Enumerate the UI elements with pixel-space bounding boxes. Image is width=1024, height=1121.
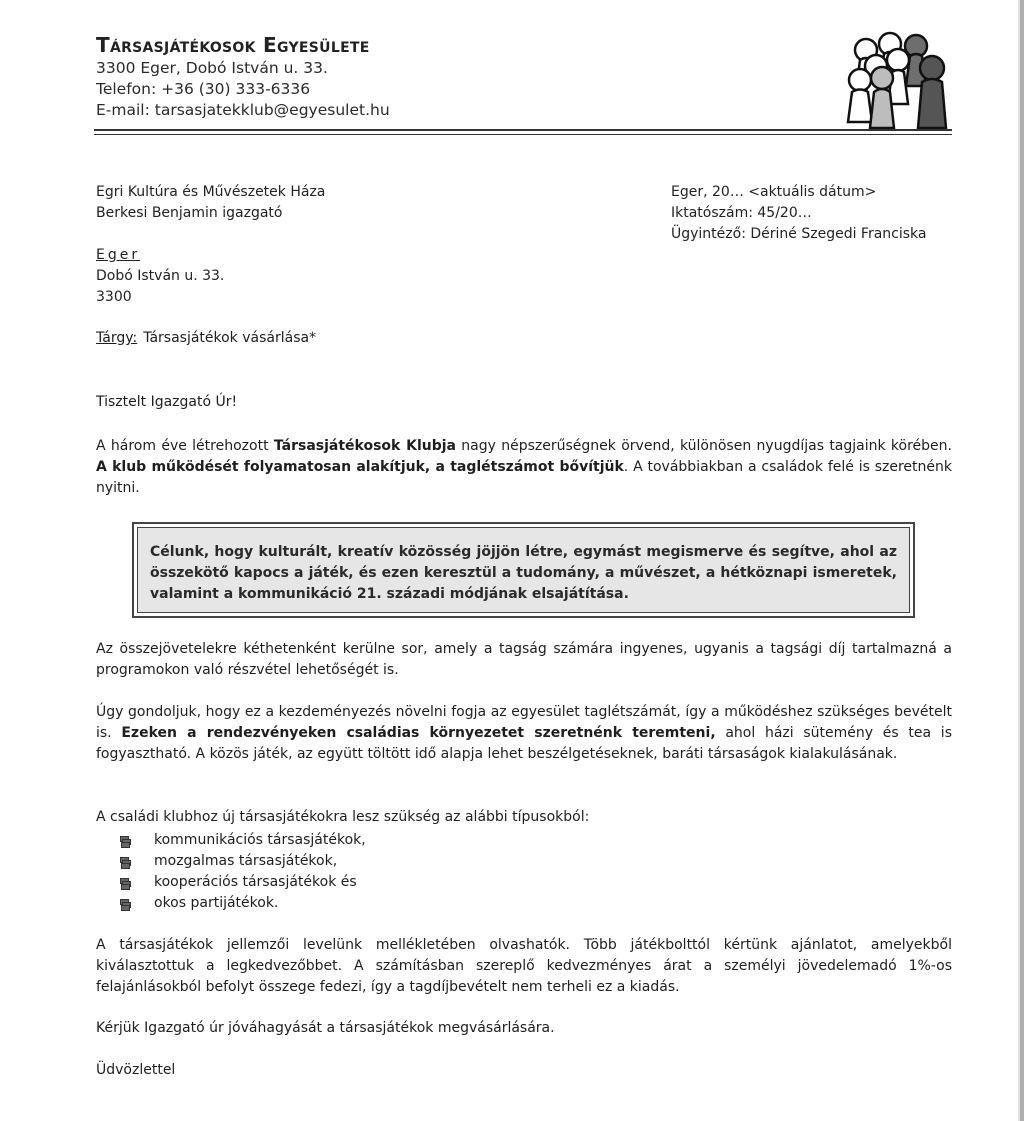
paragraph-intro-emphasis: A klub működését folyamatosan alakítjuk, a taglétszámot bővítjük — [96, 459, 624, 475]
list-item — [120, 893, 366, 914]
page-edge — [1020, 0, 1024, 1121]
letterhead — [96, 0, 952, 140]
recipient-institution: Egri Kultúra és Művészetek Háza — [96, 184, 326, 200]
book-stack-bullet-icon — [120, 836, 130, 846]
paragraph-membership-emphasis: Ezeken a rendezvényeken családias környezetet szeretnénk teremteni, — [121, 725, 716, 741]
paragraph-intro-text-2: nagy népszerűségnek örvend, különösen nyugdíjas tagjaink körében. — [455, 438, 952, 454]
file-number: Iktatószám: 45/20… — [671, 205, 812, 221]
paragraph-membership-text-2: ahol házi sütemény és tea is fogyasztható. A közös játék, az együtt töltött idő alapja lehet beszélgetéseknek, baráti társaságok kialakulásának. — [96, 725, 952, 762]
list-item-text: kooperációs társasjátékok és — [154, 874, 357, 890]
paragraph-membership — [96, 702, 952, 765]
case-handler: Ügyintéző: Dériné Szegedi Franciska — [671, 226, 927, 242]
list-item — [120, 851, 366, 872]
club-name: Társasjátékosok Klubja — [273, 438, 456, 454]
paragraph-membership-text-1: Úgy gondoljuk, hogy ez a kezdeményezés növelni fogja az egyesület taglétszámát, így a működéshez szükséges bevételt is. — [96, 704, 952, 741]
recipient-person: Berkesi Benjamin igazgató — [96, 205, 283, 221]
list-item — [120, 872, 366, 893]
goal-highlight-box — [132, 522, 915, 618]
organization-email: E-mail: tarsasjatekklub@egyesulet.hu — [96, 101, 390, 119]
list-item-text: kommunikációs társasjátékok, — [154, 832, 366, 848]
paragraph-intro-text-3: . A továbbiakban a családok felé is szeretnénk nyitni. — [96, 459, 953, 496]
header-divider-thin — [94, 134, 952, 135]
goal-text: Célunk, hogy kulturált, kreatív közösség jöjjön létre, egymást megismerve és segítve, ahol az összekötő kapocs a játék, és ezen keresztül a tudomány, a művészet, a hétköznapi ismeretek, valamint a kommunikáció 21. századi módjának elsajátítása. — [137, 527, 910, 613]
paragraph-meetings: Az összejövetelekre kéthetenként kerülne sor, amely a tagság számára ingyenes, ugyanis a tagsági díj tartalmazná a programokon való részvétel lehetőségét is. — [96, 641, 952, 678]
book-stack-bullet-icon — [120, 899, 130, 909]
board-game-pawns-icon — [846, 30, 952, 132]
letter-meta — [671, 182, 961, 245]
paragraph-attachments: A társasjátékok jellemzői levelünk mellékletében olvashatók. Több játékbolttól kértünk ajánlatot, amelyekből kiválasztottuk a legkedvezőbbet. A számításban szereplő kedvezményes árat a személyi jövedelemadó 1%-os felajánlásokból befolyt összege fedezi, így a tagdíjbevételt nem terheli ez a kiadás. — [96, 937, 952, 995]
paragraph-intro — [96, 436, 952, 499]
subject-line — [96, 330, 316, 346]
recipient-city: Eger — [96, 247, 141, 263]
closing: Üdvözlettel — [96, 1062, 176, 1078]
book-stack-bullet-icon — [120, 878, 130, 888]
recipient-zip: 3300 — [96, 289, 132, 305]
subject-text: Társasjátékok vásárlása* — [143, 330, 317, 346]
subject-label: Tárgy: — [96, 330, 138, 346]
header-divider-thick — [94, 129, 952, 131]
organization-phone: Telefon: +36 (30) 333-6336 — [96, 80, 311, 98]
game-type-list — [120, 830, 366, 914]
organization-address: 3300 Eger, Dobó István u. 33. — [96, 59, 328, 77]
list-item — [120, 830, 366, 851]
organization-name: Társasjátékosok Egyesülete — [96, 33, 370, 57]
letter-date: Eger, 20… <aktuális dátum> — [671, 184, 877, 200]
salutation: Tisztelt Igazgató Úr! — [96, 394, 238, 410]
list-item-text: okos partijátékok. — [154, 895, 279, 911]
paragraph-intro-text-1: A három éve létrehozott — [96, 438, 274, 454]
paragraph-request: Kérjük Igazgató úr jóváhagyását a társasjátékok megvásárlására. — [96, 1020, 555, 1036]
list-intro: A családi klubhoz új társasjátékokra lesz szükség az alábbi típusokból: — [96, 809, 590, 825]
letter — [96, 0, 953, 1078]
recipient-address — [96, 182, 516, 308]
list-item-text: mozgalmas társasjátékok, — [154, 853, 338, 869]
book-stack-bullet-icon — [120, 857, 130, 867]
recipient-street: Dobó István u. 33. — [96, 268, 225, 284]
